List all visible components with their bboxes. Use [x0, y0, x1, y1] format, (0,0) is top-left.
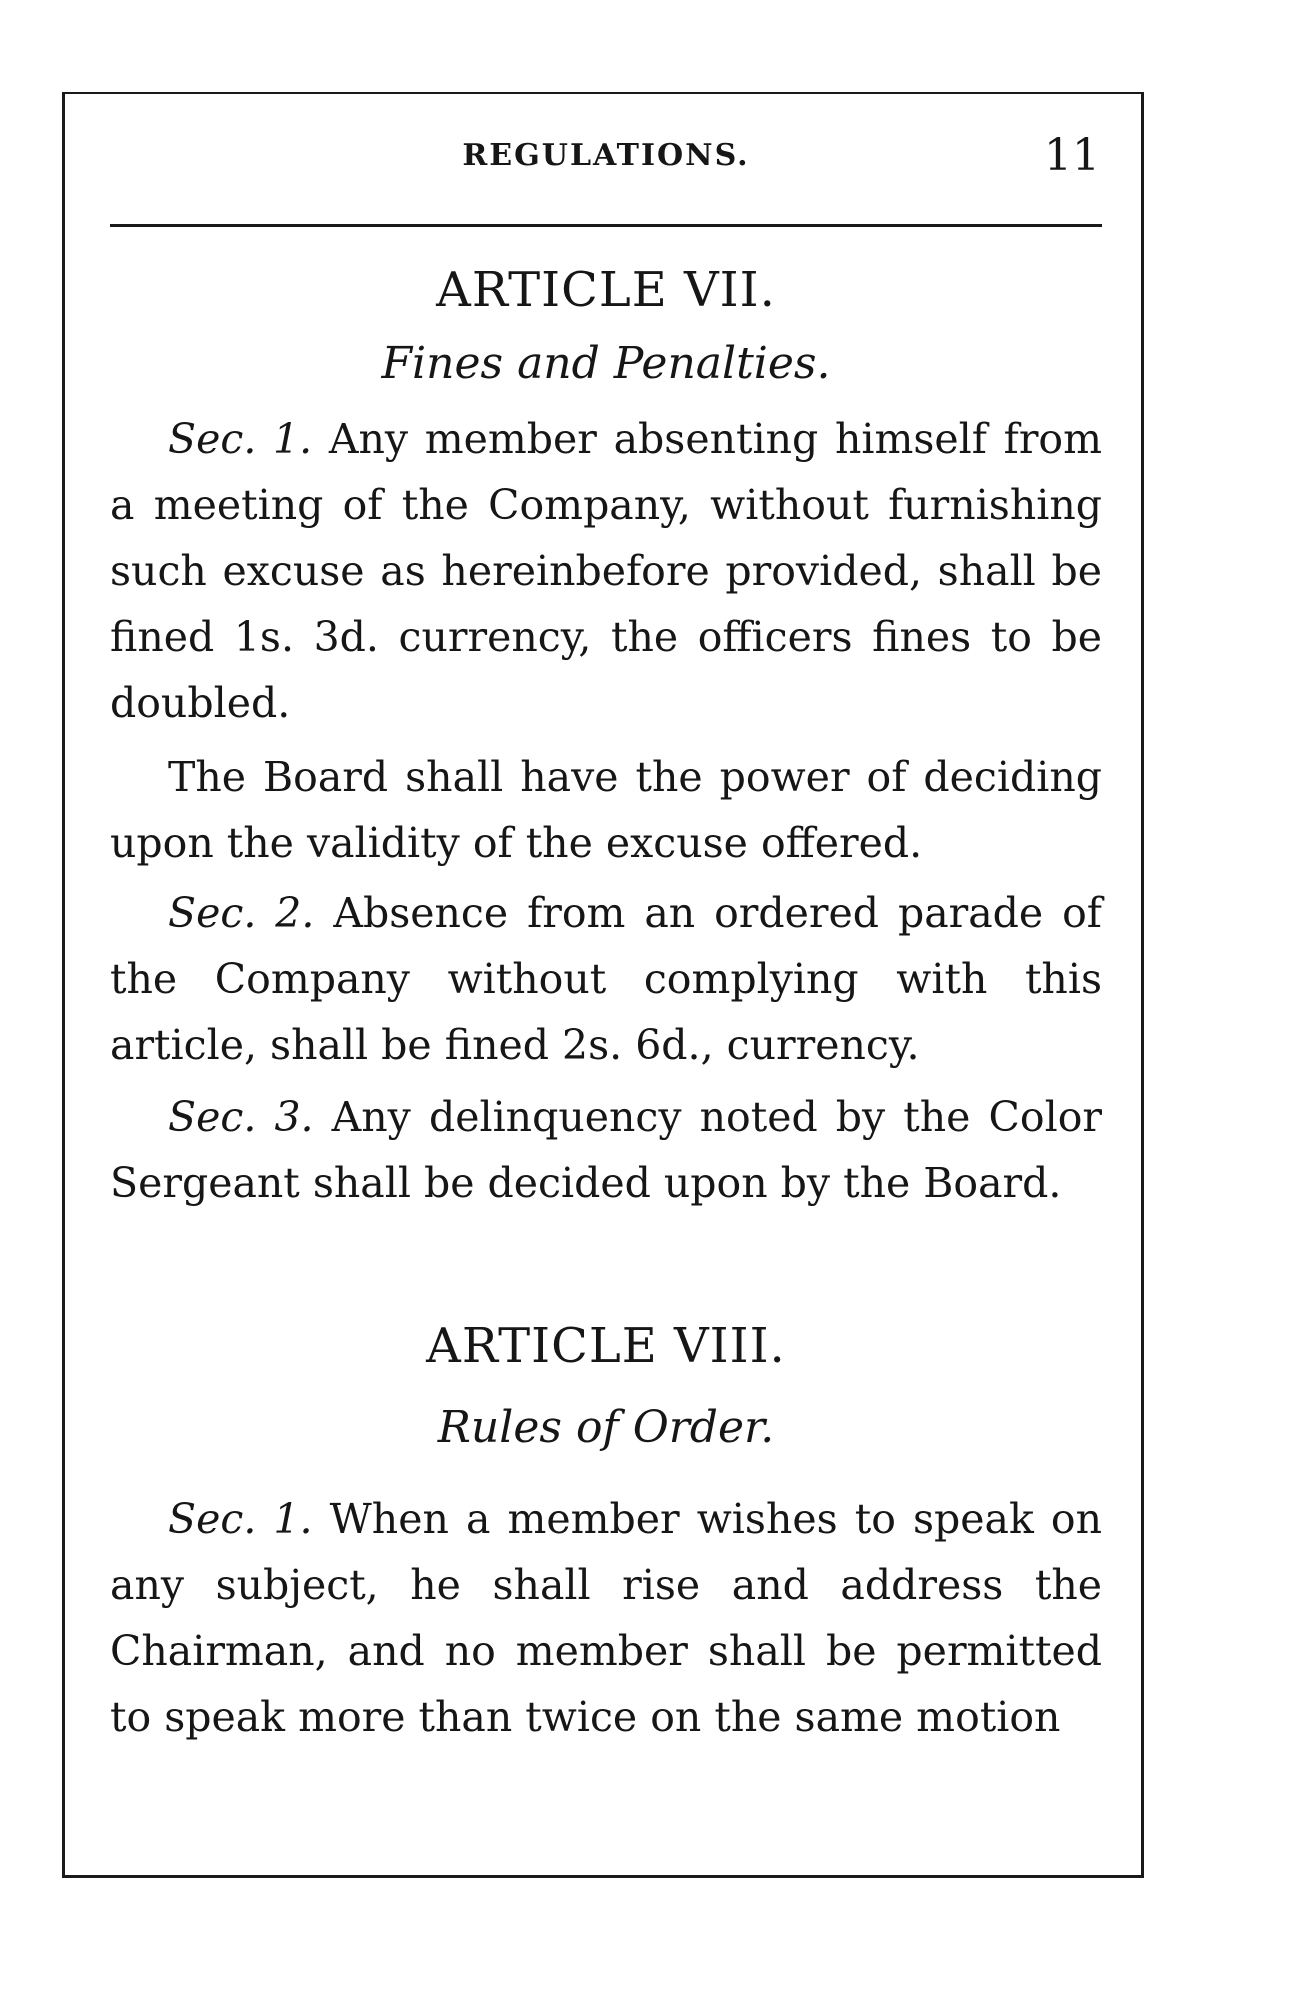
article-7-sec-1	[110, 406, 1102, 736]
article-7-sec-2	[110, 880, 1102, 1078]
section-text: Absence from an ordered parade of the Company without complying with this article, shall be fined 2s. 6d., currency.	[110, 889, 1102, 1069]
article-8-heading: ARTICLE VIII.	[426, 1318, 786, 1374]
article-7-sec-3	[110, 1084, 1102, 1216]
section-label: Sec. 2.	[168, 889, 315, 937]
article-7-board-paragraph	[110, 744, 1102, 876]
article-8-subtitle: Rules of Order.	[437, 1402, 775, 1453]
section-label: Sec. 1.	[168, 415, 313, 463]
section-text: The Board shall have the power of deciding upon the validity of the excuse offered.	[110, 753, 1102, 867]
article-8-sec-1	[110, 1486, 1102, 1750]
section-text: Any delinquency noted by the Color Sergeant shall be decided upon by the Board.	[110, 1093, 1102, 1207]
section-text: Any member absenting himself from a meeting of the Company, without furnishing such excuse as hereinbefore provided, shall be fined 1s. 3d. currency, the officers fines to be doubled.	[110, 415, 1102, 727]
article-7-subtitle: Fines and Penalties.	[381, 338, 831, 389]
page-number: 11	[1044, 130, 1100, 181]
section-label: Sec. 1.	[168, 1495, 313, 1543]
header-rule	[110, 224, 1102, 227]
running-head	[110, 130, 1102, 180]
section-text: When a member wishes to speak on any subject, he shall rise and address the Chairman, and no member shall be permitted to speak more than twice on the same motion	[110, 1495, 1103, 1741]
article-7-heading: ARTICLE VII.	[436, 262, 776, 318]
running-title: REGULATIONS.	[462, 138, 750, 173]
section-label: Sec. 3.	[168, 1093, 314, 1141]
